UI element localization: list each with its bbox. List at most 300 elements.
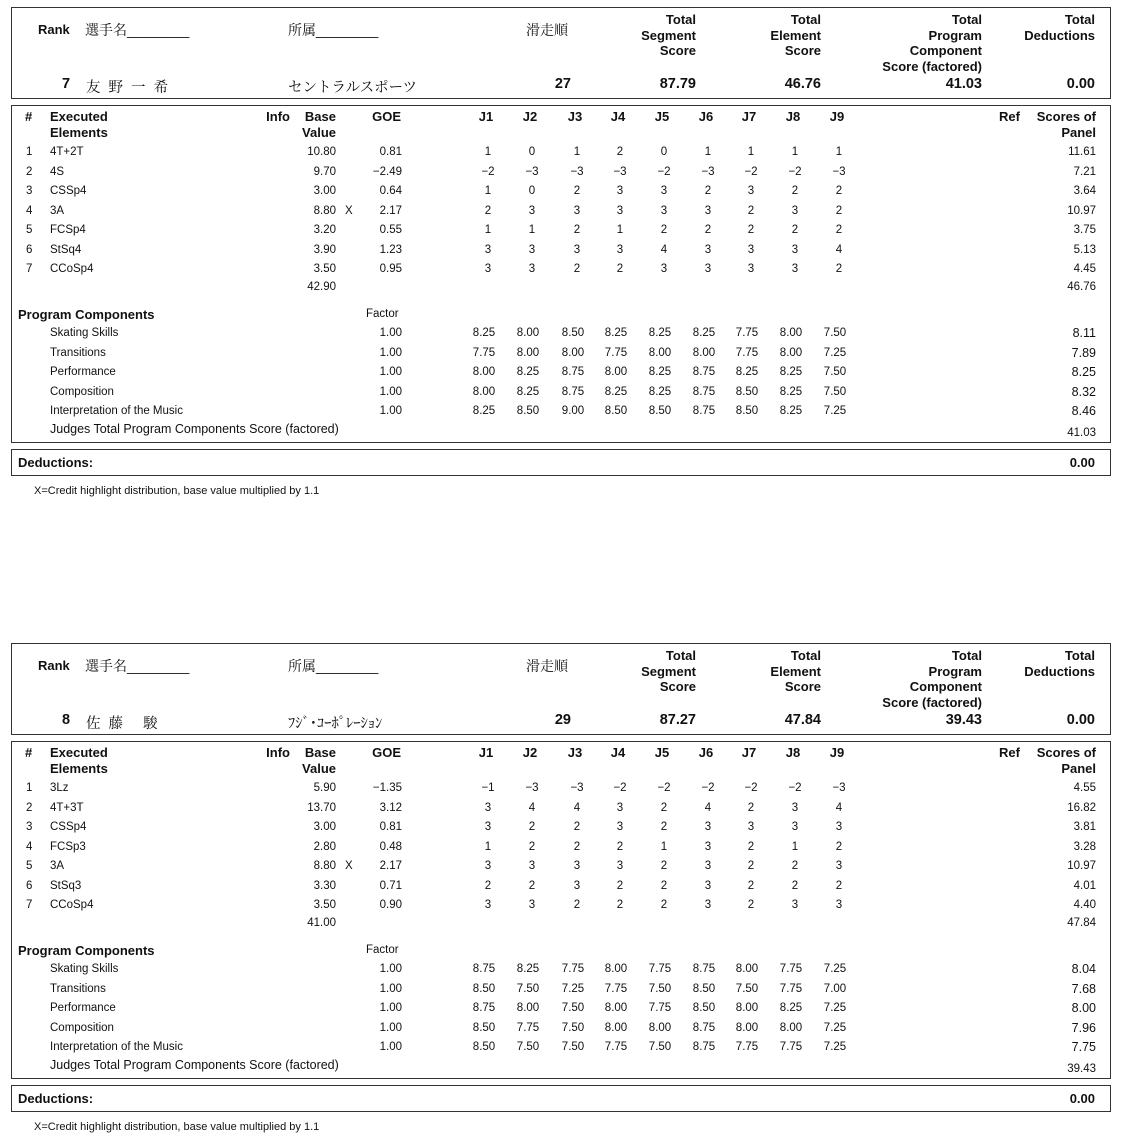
element-judge-score: −3 bbox=[701, 165, 715, 178]
col-judge: J2 bbox=[522, 109, 538, 124]
element-judge-score: 2 bbox=[573, 185, 581, 197]
element-judge-score: 2 bbox=[616, 146, 624, 158]
rank-value: 8 bbox=[62, 712, 71, 728]
element-panel-score: 4.45 bbox=[1073, 263, 1096, 275]
component-judge-score: 7.50 bbox=[561, 1021, 585, 1034]
component-name: Performance bbox=[50, 366, 116, 378]
component-judge-score: 8.25 bbox=[516, 366, 540, 378]
component-name: Transitions bbox=[50, 346, 106, 359]
club-name: セントラルスポーツ bbox=[288, 80, 418, 96]
element-judge-score: 3 bbox=[660, 204, 668, 217]
element-judge-score: 2 bbox=[660, 224, 668, 236]
component-judge-score: 7.75 bbox=[648, 963, 672, 975]
element-panel-score: 4.01 bbox=[1073, 879, 1096, 892]
element-judge-score: 3 bbox=[704, 263, 712, 275]
element-judge-score: 3 bbox=[616, 243, 624, 256]
element-no: 1 bbox=[26, 782, 33, 794]
component-judge-score: 8.25 bbox=[735, 366, 759, 378]
elements-total: 46.76 bbox=[1067, 281, 1096, 293]
element-judge-score: 2 bbox=[528, 821, 536, 833]
element-judge-score: 1 bbox=[484, 840, 492, 853]
tss-header: Segment bbox=[641, 27, 696, 43]
component-factor: 1.00 bbox=[379, 963, 402, 975]
element-judge-score: 3 bbox=[704, 840, 712, 853]
element-judge-score: 2 bbox=[484, 204, 492, 217]
element-goe: 0.55 bbox=[379, 224, 402, 236]
component-judge-score: 8.00 bbox=[561, 346, 585, 359]
pcs-header: Component bbox=[909, 43, 982, 58]
col-panel: Panel bbox=[1061, 761, 1096, 776]
element-name: FCSp4 bbox=[50, 224, 86, 236]
tss-header: Total bbox=[665, 12, 696, 27]
base-total: 41.00 bbox=[307, 917, 336, 929]
element-goe: 0.48 bbox=[379, 840, 402, 853]
skater-name: 佐 藤 駿 bbox=[86, 716, 160, 732]
component-judge-score: 8.25 bbox=[472, 405, 496, 417]
component-judge-score: 8.00 bbox=[779, 1021, 803, 1034]
component-judge-score: 8.00 bbox=[604, 963, 628, 975]
component-judge-score: 7.50 bbox=[648, 982, 672, 995]
component-judge-score: 8.25 bbox=[648, 327, 672, 339]
component-judge-score: 7.75 bbox=[735, 346, 759, 359]
element-base: 3.00 bbox=[313, 821, 336, 833]
element-judge-score: 2 bbox=[573, 821, 581, 833]
element-name: StSq4 bbox=[50, 243, 82, 256]
rank-label: Rank bbox=[38, 22, 70, 37]
element-name: 3Lz bbox=[50, 782, 69, 794]
factor-label: Factor bbox=[366, 944, 399, 956]
element-judge-score: 1 bbox=[484, 185, 492, 197]
component-judge-score: 8.00 bbox=[516, 327, 540, 339]
element-judge-score: 2 bbox=[835, 879, 843, 892]
element-judge-score: 3 bbox=[835, 899, 843, 911]
component-judge-score: 8.50 bbox=[692, 982, 716, 995]
element-judge-score: 3 bbox=[704, 879, 712, 892]
tes-value: 46.76 bbox=[784, 76, 821, 92]
element-goe: −1.35 bbox=[372, 782, 402, 794]
component-factor: 1.00 bbox=[379, 346, 402, 359]
element-judge-score: 3 bbox=[660, 263, 668, 275]
component-judge-score: 8.50 bbox=[472, 1021, 496, 1034]
component-judge-score: 7.75 bbox=[779, 1041, 803, 1053]
element-panel-score: 3.28 bbox=[1073, 840, 1096, 853]
pcs-total: 39.43 bbox=[1067, 1063, 1096, 1075]
component-name: Transitions bbox=[50, 982, 106, 995]
element-judge-score: 2 bbox=[704, 185, 712, 197]
component-panel-score: 7.75 bbox=[1071, 1040, 1096, 1054]
pcs-header: Component bbox=[909, 679, 982, 694]
element-judge-score: −2 bbox=[744, 782, 758, 794]
component-judge-score: 8.75 bbox=[692, 1041, 716, 1053]
element-judge-score: 2 bbox=[747, 224, 755, 236]
element-judge-score: −3 bbox=[525, 165, 539, 178]
tss-header: Segment bbox=[641, 663, 696, 679]
element-judge-score: 3 bbox=[835, 821, 843, 833]
element-judge-score: 3 bbox=[660, 185, 668, 197]
pcs-header: Program bbox=[928, 27, 982, 43]
col-ref: Ref bbox=[999, 109, 1020, 124]
element-no: 5 bbox=[26, 860, 33, 872]
col-base: Value bbox=[302, 761, 336, 776]
tss-value: 87.27 bbox=[659, 712, 696, 728]
component-judge-score: 8.25 bbox=[516, 963, 540, 975]
element-judge-score: −3 bbox=[613, 165, 627, 178]
element-judge-score: 4 bbox=[835, 801, 843, 814]
element-judge-score: 3 bbox=[791, 821, 799, 833]
component-judge-score: 8.75 bbox=[561, 366, 585, 378]
component-judge-score: 7.75 bbox=[735, 1041, 759, 1053]
element-judge-score: 2 bbox=[791, 185, 799, 197]
component-factor: 1.00 bbox=[379, 366, 402, 378]
element-judge-score: 2 bbox=[616, 899, 624, 911]
component-judge-score: 8.25 bbox=[472, 327, 496, 339]
col-exec: Executed bbox=[50, 745, 108, 760]
element-judge-score: 2 bbox=[660, 821, 668, 833]
element-judge-score: 1 bbox=[704, 146, 712, 158]
element-goe: 0.64 bbox=[379, 185, 402, 197]
element-judge-score: −2 bbox=[788, 782, 802, 794]
component-judge-score: 8.00 bbox=[735, 1021, 759, 1034]
col-judge: J8 bbox=[785, 109, 801, 124]
element-judge-score: 3 bbox=[484, 860, 492, 872]
col-judge: J1 bbox=[478, 745, 494, 760]
component-panel-score: 8.32 bbox=[1071, 384, 1096, 399]
element-name: CCoSp4 bbox=[50, 899, 94, 911]
element-judge-score: 1 bbox=[484, 224, 492, 236]
component-factor: 1.00 bbox=[379, 1002, 402, 1014]
component-name: Interpretation of the Music bbox=[50, 1041, 183, 1053]
pcs-header: Score (factored) bbox=[882, 694, 982, 710]
element-judge-score: 2 bbox=[660, 801, 668, 814]
element-judge-score: 1 bbox=[616, 224, 624, 236]
element-judge-score: 2 bbox=[573, 224, 581, 236]
component-judge-score: 7.50 bbox=[823, 327, 847, 339]
element-judge-score: 3 bbox=[528, 204, 536, 217]
element-judge-score: −3 bbox=[570, 165, 584, 178]
element-judge-score: 2 bbox=[704, 224, 712, 236]
pcs-header: Program bbox=[928, 663, 982, 679]
component-judge-score: 8.75 bbox=[561, 385, 585, 398]
element-judge-score: −2 bbox=[657, 165, 671, 178]
element-judge-score: 3 bbox=[747, 263, 755, 275]
element-judge-score: 2 bbox=[660, 879, 668, 892]
skater-name: 友 野 一 希 bbox=[86, 80, 171, 96]
element-base: 3.50 bbox=[313, 899, 336, 911]
component-judge-score: 7.50 bbox=[516, 1041, 540, 1053]
element-no: 1 bbox=[26, 146, 33, 158]
component-judge-score: 7.75 bbox=[561, 963, 585, 975]
element-no: 6 bbox=[26, 879, 33, 892]
pcs-value: 41.03 bbox=[945, 76, 982, 92]
component-judge-score: 8.25 bbox=[516, 385, 540, 398]
judges-total-label: Judges Total Program Components Score (factored) bbox=[50, 422, 339, 436]
component-judge-score: 8.25 bbox=[648, 385, 672, 398]
component-judge-score: 7.75 bbox=[604, 1041, 628, 1053]
element-judge-score: 2 bbox=[791, 879, 799, 892]
component-judge-score: 7.75 bbox=[516, 1021, 540, 1034]
col-judge: J3 bbox=[567, 745, 583, 760]
club-name: ﾌｼﾞ･ｺｰﾎﾟﾚｰｼｮﾝ bbox=[288, 716, 383, 732]
component-factor: 1.00 bbox=[379, 1021, 402, 1034]
component-panel-score: 8.00 bbox=[1071, 1001, 1096, 1015]
element-judge-score: 3 bbox=[616, 204, 624, 217]
element-panel-score: 16.82 bbox=[1067, 801, 1096, 814]
club-label: 所属________ bbox=[288, 22, 379, 38]
col-exec: Executed bbox=[50, 109, 108, 124]
component-judge-score: 7.25 bbox=[561, 982, 585, 995]
component-judge-score: 8.75 bbox=[692, 366, 716, 378]
component-name: Skating Skills bbox=[50, 327, 119, 339]
element-judge-score: −2 bbox=[613, 782, 627, 794]
element-base: 5.90 bbox=[313, 782, 336, 794]
element-judge-score: 2 bbox=[747, 801, 755, 814]
element-judge-score: 2 bbox=[791, 224, 799, 236]
col-judge: J9 bbox=[829, 745, 845, 760]
component-judge-score: 8.00 bbox=[472, 385, 496, 398]
element-no: 4 bbox=[26, 204, 33, 217]
col-judge: J4 bbox=[610, 745, 626, 760]
pcs-total: 41.03 bbox=[1067, 427, 1096, 439]
element-goe: 0.71 bbox=[379, 879, 402, 892]
col-base: Base bbox=[304, 109, 336, 124]
element-judge-score: 2 bbox=[747, 899, 755, 911]
component-judge-score: 8.25 bbox=[779, 385, 803, 398]
skater-label: 選手名________ bbox=[85, 658, 190, 674]
component-factor: 1.00 bbox=[379, 327, 402, 339]
element-goe: 0.81 bbox=[379, 146, 402, 158]
component-judge-score: 8.50 bbox=[561, 327, 585, 339]
element-no: 6 bbox=[26, 243, 33, 256]
deductions-label: Deductions: bbox=[18, 455, 94, 470]
element-judge-score: 0 bbox=[528, 185, 536, 197]
pcs-header: Total bbox=[951, 648, 982, 663]
element-judge-score: 2 bbox=[835, 185, 843, 197]
component-judge-score: 8.25 bbox=[779, 1002, 803, 1014]
component-panel-score: 7.68 bbox=[1071, 981, 1096, 996]
element-judge-score: 2 bbox=[791, 860, 799, 872]
element-judge-score: 4 bbox=[660, 243, 668, 256]
component-judge-score: 8.50 bbox=[735, 385, 759, 398]
element-panel-score: 3.75 bbox=[1073, 224, 1096, 236]
component-judge-score: 7.75 bbox=[604, 346, 628, 359]
element-base: 13.70 bbox=[307, 801, 336, 814]
component-judge-score: 7.25 bbox=[823, 346, 847, 359]
element-judge-score: 3 bbox=[484, 263, 492, 275]
element-judge-score: 3 bbox=[573, 860, 581, 872]
component-judge-score: 8.75 bbox=[692, 405, 716, 417]
element-goe: 1.23 bbox=[379, 243, 402, 256]
element-judge-score: 3 bbox=[704, 204, 712, 217]
component-panel-score: 7.89 bbox=[1071, 345, 1096, 360]
component-judge-score: 8.50 bbox=[516, 405, 540, 417]
col-ref: Ref bbox=[999, 745, 1020, 760]
col-judge: J3 bbox=[567, 109, 583, 124]
component-panel-score: 8.46 bbox=[1071, 404, 1096, 418]
element-judge-score: 3 bbox=[791, 263, 799, 275]
element-judge-score: 2 bbox=[528, 879, 536, 892]
element-judge-score: 2 bbox=[573, 263, 581, 275]
col-judge: J1 bbox=[478, 109, 494, 124]
component-judge-score: 8.50 bbox=[692, 1002, 716, 1014]
element-goe: −2.49 bbox=[372, 165, 402, 178]
element-judge-score: 1 bbox=[484, 146, 492, 158]
element-judge-score: 2 bbox=[747, 840, 755, 853]
element-judge-score: 3 bbox=[704, 821, 712, 833]
element-judge-score: 0 bbox=[528, 146, 536, 158]
col-judge: J5 bbox=[654, 109, 670, 124]
component-judge-score: 7.25 bbox=[823, 1021, 847, 1034]
ded-header: Total bbox=[1064, 648, 1095, 663]
element-judge-score: −1 bbox=[481, 782, 495, 794]
element-base: 3.90 bbox=[313, 243, 336, 256]
col-base: Base bbox=[304, 745, 336, 760]
component-name: Composition bbox=[50, 1021, 114, 1034]
pcs-header: Score (factored) bbox=[882, 58, 982, 74]
element-judge-score: −2 bbox=[788, 165, 802, 178]
element-panel-score: 3.81 bbox=[1073, 821, 1096, 833]
col-info: Info bbox=[266, 745, 290, 760]
element-judge-score: 0 bbox=[660, 146, 668, 158]
program-components-title: Program Components bbox=[18, 943, 155, 958]
element-judge-score: 3 bbox=[573, 879, 581, 892]
element-no: 2 bbox=[26, 801, 33, 814]
component-judge-score: 7.00 bbox=[823, 982, 847, 995]
element-judge-score: 2 bbox=[747, 204, 755, 217]
tes-header: Total bbox=[790, 12, 821, 27]
component-factor: 1.00 bbox=[379, 1041, 402, 1053]
component-judge-score: 7.50 bbox=[648, 1041, 672, 1053]
col-judge: J9 bbox=[829, 109, 845, 124]
element-name: FCSp3 bbox=[50, 840, 86, 853]
element-panel-score: 3.64 bbox=[1073, 185, 1096, 197]
element-judge-score: 1 bbox=[791, 840, 799, 853]
element-no: 5 bbox=[26, 224, 33, 236]
component-panel-score: 8.04 bbox=[1071, 962, 1096, 976]
component-judge-score: 8.00 bbox=[648, 346, 672, 359]
element-panel-score: 10.97 bbox=[1067, 204, 1096, 217]
tes-header: Element bbox=[770, 663, 821, 679]
component-judge-score: 7.25 bbox=[823, 1002, 847, 1014]
component-judge-score: 7.50 bbox=[735, 982, 759, 995]
element-judge-score: 1 bbox=[747, 146, 755, 158]
element-no: 3 bbox=[26, 185, 33, 197]
element-name: CSSp4 bbox=[50, 821, 87, 833]
element-name: StSq3 bbox=[50, 879, 82, 892]
element-judge-score: 4 bbox=[528, 801, 536, 814]
component-factor: 1.00 bbox=[379, 405, 402, 417]
component-panel-score: 7.96 bbox=[1071, 1020, 1096, 1035]
element-judge-score: 2 bbox=[573, 840, 581, 853]
component-judge-score: 8.50 bbox=[648, 405, 672, 417]
component-judge-score: 8.00 bbox=[692, 346, 716, 359]
component-factor: 1.00 bbox=[379, 385, 402, 398]
col-panel: Scores of bbox=[1036, 109, 1096, 124]
pcs-header: Total bbox=[951, 12, 982, 27]
col-hash: # bbox=[25, 745, 33, 760]
element-base: 8.80 bbox=[313, 860, 336, 872]
component-factor: 1.00 bbox=[379, 982, 402, 995]
tes-value: 47.84 bbox=[784, 712, 821, 728]
component-judge-score: 8.00 bbox=[779, 346, 803, 359]
col-panel: Scores of bbox=[1036, 745, 1096, 760]
tes-header: Score bbox=[784, 679, 821, 694]
element-judge-score: 3 bbox=[528, 243, 536, 256]
factor-label: Factor bbox=[366, 308, 399, 320]
component-judge-score: 7.75 bbox=[648, 1002, 672, 1014]
element-judge-score: 2 bbox=[835, 204, 843, 217]
col-judge: J5 bbox=[654, 745, 670, 760]
element-base: 3.00 bbox=[313, 185, 336, 197]
element-judge-score: 2 bbox=[835, 840, 843, 853]
col-goe: GOE bbox=[372, 109, 401, 124]
component-name: Skating Skills bbox=[50, 963, 119, 975]
element-judge-score: 4 bbox=[835, 243, 843, 256]
element-judge-score: 1 bbox=[573, 146, 581, 158]
order-value: 29 bbox=[554, 712, 571, 728]
element-name: CCoSp4 bbox=[50, 263, 94, 275]
element-info: X bbox=[345, 860, 353, 872]
element-base: 10.80 bbox=[307, 146, 336, 158]
pcs-value: 39.43 bbox=[945, 712, 982, 728]
tes-header: Score bbox=[784, 43, 821, 58]
element-panel-score: 5.13 bbox=[1073, 243, 1096, 256]
col-exec: Elements bbox=[50, 761, 108, 776]
element-judge-score: 1 bbox=[835, 146, 843, 158]
component-judge-score: 8.50 bbox=[604, 405, 628, 417]
deductions-total: 0.00 bbox=[1069, 1091, 1095, 1106]
element-base: 3.20 bbox=[313, 224, 336, 236]
col-info: Info bbox=[266, 109, 290, 124]
component-judge-score: 8.50 bbox=[472, 982, 496, 995]
component-judge-score: 8.75 bbox=[472, 963, 496, 975]
element-no: 7 bbox=[26, 263, 33, 275]
component-judge-score: 8.75 bbox=[472, 1002, 496, 1014]
component-judge-score: 7.25 bbox=[823, 963, 847, 975]
component-judge-score: 8.75 bbox=[692, 385, 716, 398]
component-judge-score: 8.25 bbox=[779, 366, 803, 378]
element-judge-score: 2 bbox=[573, 899, 581, 911]
element-judge-score: −2 bbox=[657, 782, 671, 794]
element-judge-score: 1 bbox=[791, 146, 799, 158]
element-judge-score: 1 bbox=[528, 224, 536, 236]
element-goe: 0.95 bbox=[379, 263, 402, 275]
element-judge-score: 3 bbox=[484, 899, 492, 911]
element-no: 4 bbox=[26, 840, 33, 853]
component-judge-score: 7.75 bbox=[735, 327, 759, 339]
element-name: 4T+3T bbox=[50, 801, 84, 814]
component-judge-score: 8.75 bbox=[692, 1021, 716, 1034]
col-judge: J8 bbox=[785, 745, 801, 760]
element-judge-score: 2 bbox=[616, 840, 624, 853]
element-no: 2 bbox=[26, 165, 33, 178]
element-judge-score: 2 bbox=[660, 860, 668, 872]
element-goe: 2.17 bbox=[379, 204, 402, 217]
component-judge-score: 8.00 bbox=[648, 1021, 672, 1034]
element-judge-score: −3 bbox=[832, 165, 846, 178]
component-judge-score: 8.25 bbox=[648, 366, 672, 378]
component-judge-score: 7.50 bbox=[561, 1041, 585, 1053]
element-judge-score: 3 bbox=[573, 243, 581, 256]
component-judge-score: 8.00 bbox=[604, 1021, 628, 1034]
component-judge-score: 8.25 bbox=[692, 327, 716, 339]
element-panel-score: 7.21 bbox=[1073, 165, 1096, 178]
element-judge-score: 2 bbox=[835, 224, 843, 236]
element-judge-score: 3 bbox=[791, 243, 799, 256]
element-goe: 2.17 bbox=[379, 860, 402, 872]
component-judge-score: 7.25 bbox=[823, 405, 847, 417]
program-components-title: Program Components bbox=[18, 307, 155, 322]
element-name: 3A bbox=[50, 204, 65, 217]
